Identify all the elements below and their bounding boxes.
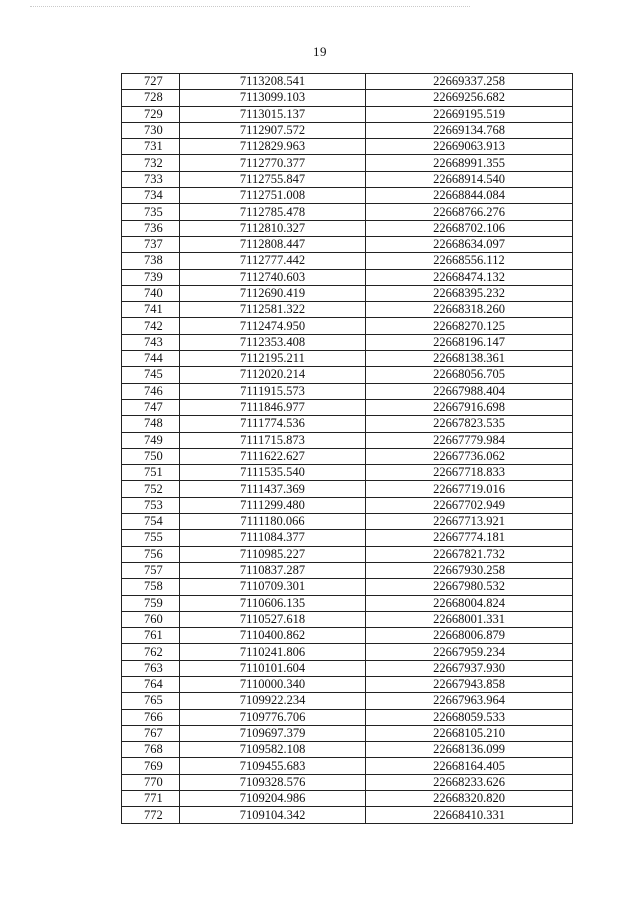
table-row xyxy=(122,351,573,367)
x-coordinate-cell: 7111437.369 xyxy=(180,481,366,497)
point-number-cell: 755 xyxy=(122,530,180,546)
coordinates-table xyxy=(121,73,573,824)
point-number-cell: 772 xyxy=(122,807,180,823)
table-row xyxy=(122,693,573,709)
table-row xyxy=(122,155,573,171)
table-row xyxy=(122,269,573,285)
y-coordinate-cell: 22668056.705 xyxy=(366,367,573,383)
x-coordinate-cell: 7112770.377 xyxy=(180,155,366,171)
y-coordinate-cell: 22667988.404 xyxy=(366,383,573,399)
table-row xyxy=(122,774,573,790)
point-number-cell: 750 xyxy=(122,448,180,464)
x-coordinate-cell: 7110709.301 xyxy=(180,579,366,595)
table-row xyxy=(122,220,573,236)
y-coordinate-cell: 22667719.016 xyxy=(366,481,573,497)
table-row xyxy=(122,285,573,301)
x-coordinate-cell: 7112755.847 xyxy=(180,171,366,187)
point-number-cell: 766 xyxy=(122,709,180,725)
point-number-cell: 751 xyxy=(122,465,180,481)
x-coordinate-cell: 7112777.442 xyxy=(180,253,366,269)
x-coordinate-cell: 7111846.977 xyxy=(180,399,366,415)
point-number-cell: 734 xyxy=(122,188,180,204)
y-coordinate-cell: 22669256.682 xyxy=(366,90,573,106)
point-number-cell: 731 xyxy=(122,139,180,155)
x-coordinate-cell: 7111535.540 xyxy=(180,465,366,481)
table-row xyxy=(122,530,573,546)
point-number-cell: 764 xyxy=(122,676,180,692)
x-coordinate-cell: 7112785.478 xyxy=(180,204,366,220)
x-coordinate-cell: 7112829.963 xyxy=(180,139,366,155)
x-coordinate-cell: 7110606.135 xyxy=(180,595,366,611)
x-coordinate-cell: 7110400.862 xyxy=(180,628,366,644)
y-coordinate-cell: 22668844.084 xyxy=(366,188,573,204)
x-coordinate-cell: 7112474.950 xyxy=(180,318,366,334)
point-number-cell: 762 xyxy=(122,644,180,660)
x-coordinate-cell: 7112353.408 xyxy=(180,334,366,350)
table-row xyxy=(122,628,573,644)
point-number-cell: 749 xyxy=(122,432,180,448)
table-row xyxy=(122,432,573,448)
y-coordinate-cell: 22668474.132 xyxy=(366,269,573,285)
table-row xyxy=(122,758,573,774)
x-coordinate-cell: 7109582.108 xyxy=(180,742,366,758)
table-row xyxy=(122,660,573,676)
y-coordinate-cell: 22669337.258 xyxy=(366,74,573,90)
point-number-cell: 735 xyxy=(122,204,180,220)
y-coordinate-cell: 22667963.964 xyxy=(366,693,573,709)
y-coordinate-cell: 22667937.930 xyxy=(366,660,573,676)
table-row xyxy=(122,122,573,138)
x-coordinate-cell: 7112020.214 xyxy=(180,367,366,383)
point-number-cell: 754 xyxy=(122,514,180,530)
y-coordinate-cell: 22667980.532 xyxy=(366,579,573,595)
point-number-cell: 753 xyxy=(122,497,180,513)
y-coordinate-cell: 22668001.331 xyxy=(366,611,573,627)
y-coordinate-cell: 22667930.258 xyxy=(366,562,573,578)
point-number-cell: 769 xyxy=(122,758,180,774)
point-number-cell: 738 xyxy=(122,253,180,269)
page-number: 19 xyxy=(313,44,327,59)
x-coordinate-cell: 7110000.340 xyxy=(180,676,366,692)
y-coordinate-cell: 22669134.768 xyxy=(366,122,573,138)
x-coordinate-cell: 7112740.603 xyxy=(180,269,366,285)
y-coordinate-cell: 22667821.732 xyxy=(366,546,573,562)
x-coordinate-cell: 7113099.103 xyxy=(180,90,366,106)
x-coordinate-cell: 7111915.573 xyxy=(180,383,366,399)
x-coordinate-cell: 7111622.627 xyxy=(180,448,366,464)
point-number-cell: 757 xyxy=(122,562,180,578)
point-number-cell: 740 xyxy=(122,285,180,301)
table-row xyxy=(122,139,573,155)
y-coordinate-cell: 22668059.533 xyxy=(366,709,573,725)
x-coordinate-cell: 7110101.604 xyxy=(180,660,366,676)
y-coordinate-cell: 22667916.698 xyxy=(366,399,573,415)
point-number-cell: 741 xyxy=(122,302,180,318)
x-coordinate-cell: 7111299.480 xyxy=(180,497,366,513)
x-coordinate-cell: 7113208.541 xyxy=(180,74,366,90)
table-row xyxy=(122,399,573,415)
point-number-cell: 765 xyxy=(122,693,180,709)
table-row xyxy=(122,725,573,741)
table-row xyxy=(122,334,573,350)
coordinates-table-body xyxy=(122,74,573,824)
point-number-cell: 752 xyxy=(122,481,180,497)
y-coordinate-cell: 22667774.181 xyxy=(366,530,573,546)
point-number-cell: 732 xyxy=(122,155,180,171)
x-coordinate-cell: 7109328.576 xyxy=(180,774,366,790)
table-row xyxy=(122,383,573,399)
table-row xyxy=(122,465,573,481)
point-number-cell: 768 xyxy=(122,742,180,758)
table-row xyxy=(122,497,573,513)
scan-artifact-line xyxy=(30,6,470,11)
point-number-cell: 739 xyxy=(122,269,180,285)
table-row xyxy=(122,204,573,220)
point-number-cell: 756 xyxy=(122,546,180,562)
y-coordinate-cell: 22668914.540 xyxy=(366,171,573,187)
table-row xyxy=(122,367,573,383)
point-number-cell: 763 xyxy=(122,660,180,676)
table-row xyxy=(122,302,573,318)
y-coordinate-cell: 22668164.405 xyxy=(366,758,573,774)
point-number-cell: 761 xyxy=(122,628,180,644)
y-coordinate-cell: 22668006.879 xyxy=(366,628,573,644)
point-number-cell: 759 xyxy=(122,595,180,611)
y-coordinate-cell: 22667718.833 xyxy=(366,465,573,481)
table-row xyxy=(122,742,573,758)
y-coordinate-cell: 22668004.824 xyxy=(366,595,573,611)
x-coordinate-cell: 7112690.419 xyxy=(180,285,366,301)
point-number-cell: 767 xyxy=(122,725,180,741)
x-coordinate-cell: 7109455.683 xyxy=(180,758,366,774)
table-row xyxy=(122,416,573,432)
x-coordinate-cell: 7112810.327 xyxy=(180,220,366,236)
table-row xyxy=(122,481,573,497)
x-coordinate-cell: 7109697.379 xyxy=(180,725,366,741)
x-coordinate-cell: 7109104.342 xyxy=(180,807,366,823)
y-coordinate-cell: 22668395.232 xyxy=(366,285,573,301)
y-coordinate-cell: 22667713.921 xyxy=(366,514,573,530)
y-coordinate-cell: 22668318.260 xyxy=(366,302,573,318)
point-number-cell: 760 xyxy=(122,611,180,627)
x-coordinate-cell: 7110837.287 xyxy=(180,562,366,578)
point-number-cell: 733 xyxy=(122,171,180,187)
x-coordinate-cell: 7109204.986 xyxy=(180,791,366,807)
table-row xyxy=(122,236,573,252)
y-coordinate-cell: 22668138.361 xyxy=(366,351,573,367)
y-coordinate-cell: 22668136.099 xyxy=(366,742,573,758)
point-number-cell: 728 xyxy=(122,90,180,106)
point-number-cell: 744 xyxy=(122,351,180,367)
y-coordinate-cell: 22667823.535 xyxy=(366,416,573,432)
y-coordinate-cell: 22667702.949 xyxy=(366,497,573,513)
point-number-cell: 737 xyxy=(122,236,180,252)
y-coordinate-cell: 22668410.331 xyxy=(366,807,573,823)
x-coordinate-cell: 7111180.066 xyxy=(180,514,366,530)
table-row xyxy=(122,644,573,660)
x-coordinate-cell: 7111715.873 xyxy=(180,432,366,448)
point-number-cell: 742 xyxy=(122,318,180,334)
x-coordinate-cell: 7110527.618 xyxy=(180,611,366,627)
x-coordinate-cell: 7110985.227 xyxy=(180,546,366,562)
table-row xyxy=(122,171,573,187)
x-coordinate-cell: 7112581.322 xyxy=(180,302,366,318)
point-number-cell: 770 xyxy=(122,774,180,790)
point-number-cell: 743 xyxy=(122,334,180,350)
point-number-cell: 746 xyxy=(122,383,180,399)
point-number-cell: 730 xyxy=(122,122,180,138)
x-coordinate-cell: 7112195.211 xyxy=(180,351,366,367)
table-row xyxy=(122,611,573,627)
y-coordinate-cell: 22669195.519 xyxy=(366,106,573,122)
table-row xyxy=(122,562,573,578)
y-coordinate-cell: 22668320.820 xyxy=(366,791,573,807)
y-coordinate-cell: 22669063.913 xyxy=(366,139,573,155)
x-coordinate-cell: 7111084.377 xyxy=(180,530,366,546)
table-row xyxy=(122,676,573,692)
table-row xyxy=(122,595,573,611)
y-coordinate-cell: 22668634.097 xyxy=(366,236,573,252)
y-coordinate-cell: 22667959.234 xyxy=(366,644,573,660)
point-number-cell: 729 xyxy=(122,106,180,122)
table-row xyxy=(122,188,573,204)
y-coordinate-cell: 22668556.112 xyxy=(366,253,573,269)
y-coordinate-cell: 22668105.210 xyxy=(366,725,573,741)
point-number-cell: 745 xyxy=(122,367,180,383)
table-row xyxy=(122,709,573,725)
x-coordinate-cell: 7112751.008 xyxy=(180,188,366,204)
y-coordinate-cell: 22668702.106 xyxy=(366,220,573,236)
x-coordinate-cell: 7109922.234 xyxy=(180,693,366,709)
x-coordinate-cell: 7111774.536 xyxy=(180,416,366,432)
table-row xyxy=(122,90,573,106)
y-coordinate-cell: 22668991.355 xyxy=(366,155,573,171)
table-row xyxy=(122,514,573,530)
table-row xyxy=(122,579,573,595)
y-coordinate-cell: 22668233.626 xyxy=(366,774,573,790)
y-coordinate-cell: 22667736.062 xyxy=(366,448,573,464)
table-row xyxy=(122,74,573,90)
x-coordinate-cell: 7110241.806 xyxy=(180,644,366,660)
point-number-cell: 747 xyxy=(122,399,180,415)
x-coordinate-cell: 7112907.572 xyxy=(180,122,366,138)
y-coordinate-cell: 22668766.276 xyxy=(366,204,573,220)
y-coordinate-cell: 22667943.858 xyxy=(366,676,573,692)
y-coordinate-cell: 22667779.984 xyxy=(366,432,573,448)
point-number-cell: 771 xyxy=(122,791,180,807)
x-coordinate-cell: 7112808.447 xyxy=(180,236,366,252)
point-number-cell: 736 xyxy=(122,220,180,236)
point-number-cell: 727 xyxy=(122,74,180,90)
table-row xyxy=(122,791,573,807)
table-row xyxy=(122,253,573,269)
point-number-cell: 758 xyxy=(122,579,180,595)
y-coordinate-cell: 22668270.125 xyxy=(366,318,573,334)
table-row xyxy=(122,448,573,464)
table-row xyxy=(122,106,573,122)
table-row xyxy=(122,546,573,562)
table-row xyxy=(122,318,573,334)
x-coordinate-cell: 7109776.706 xyxy=(180,709,366,725)
x-coordinate-cell: 7113015.137 xyxy=(180,106,366,122)
table-row xyxy=(122,807,573,823)
point-number-cell: 748 xyxy=(122,416,180,432)
y-coordinate-cell: 22668196.147 xyxy=(366,334,573,350)
